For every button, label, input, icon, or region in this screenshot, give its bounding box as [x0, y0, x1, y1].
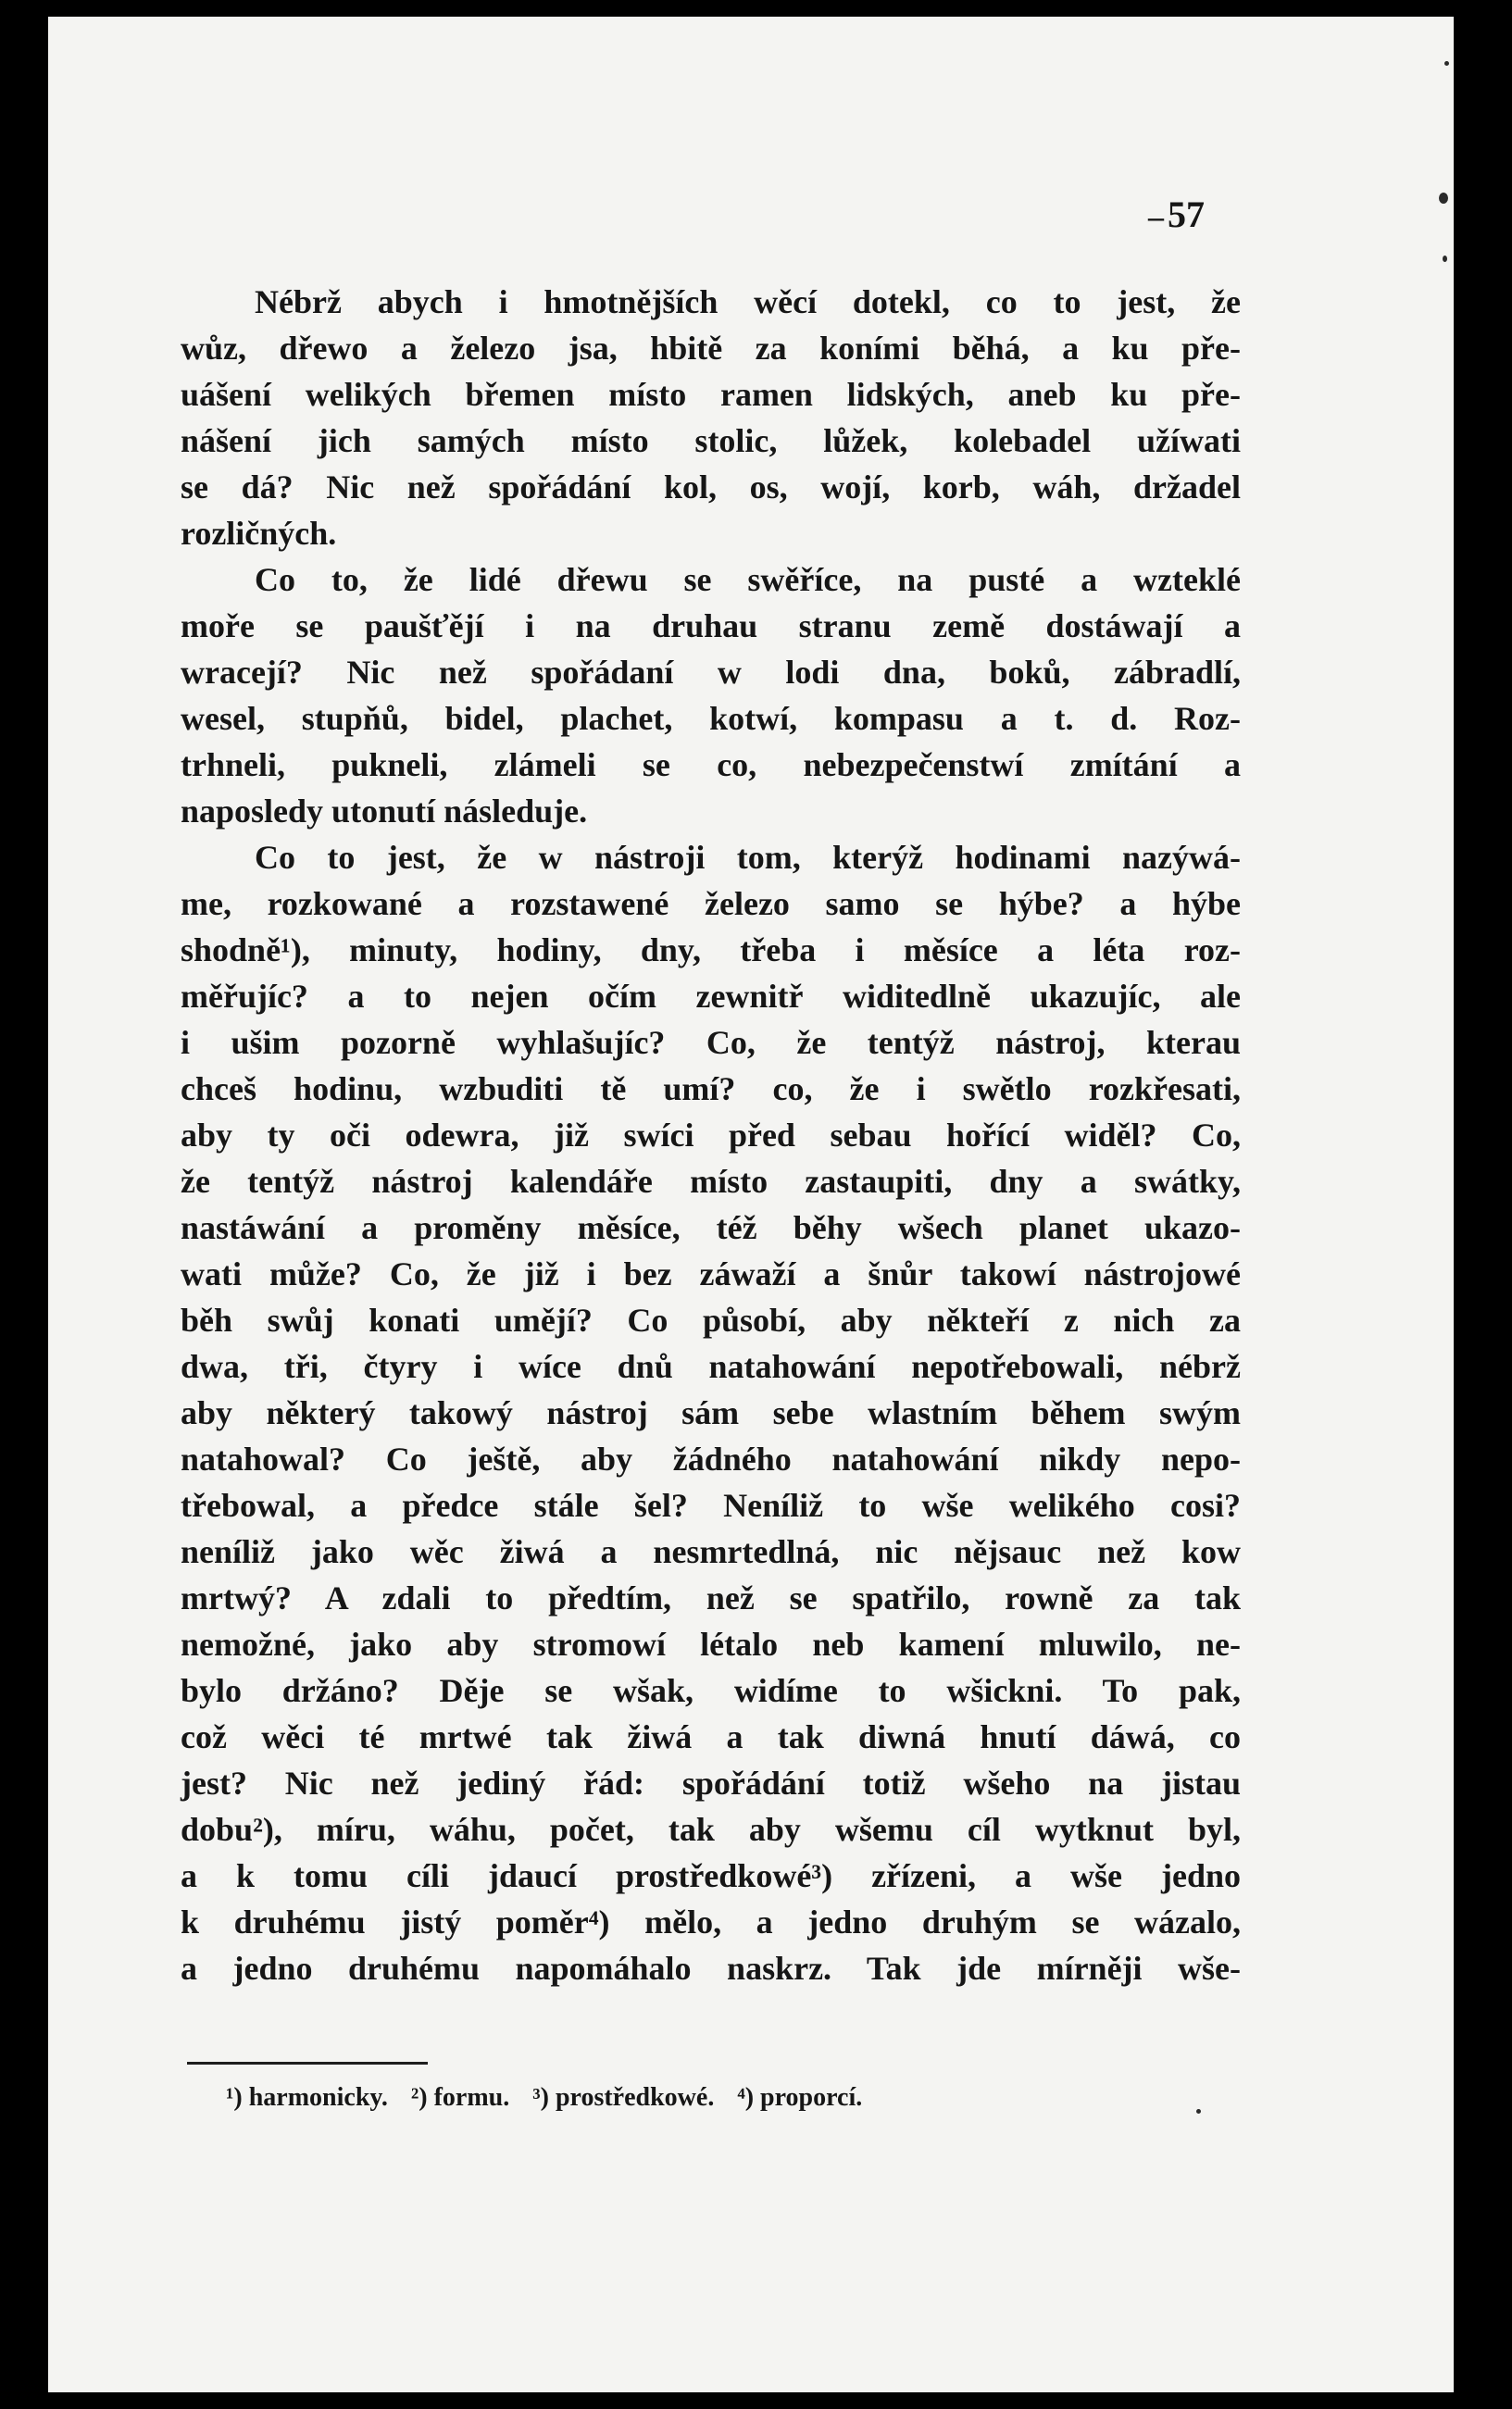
text-line: a k tomu cíli jdaucí prostředkowé³) zřízeni, a wše jedno — [181, 1857, 1241, 1894]
text-line: se dá? Nic než spořádání kol, os, wojí, korb, wáh, držadel — [181, 468, 1241, 506]
text-line: Co to jest, že w nástroji tom, kterýž hodinami nazýwá- — [255, 839, 1241, 876]
footnote: ²) formu. — [410, 2083, 510, 2112]
text-line: uášení welikých břemen místo ramen lidských, aneb ku pře- — [181, 376, 1241, 413]
text-line: k druhému jistý poměr⁴) mělo, a jedno druhým se wázalo, — [181, 1903, 1241, 1941]
text-line: moře se paušťějí i na druhau stranu země dostáwají a — [181, 607, 1241, 644]
text-line: třebowal, a předce stále šel? Neníliž to wše welikého cosi? — [181, 1487, 1241, 1524]
text-line: wracejí? Nic než spořádaní w lodi dna, boků, zábradlí, — [181, 654, 1241, 691]
text-line: jest? Nic než jediný řád: spořádání totiž wšeho na jistau — [181, 1765, 1241, 1802]
text-line: dobu²), míru, wáhu, počet, tak aby wšemu cíl wytknut byl, — [181, 1811, 1241, 1848]
text-line: nášení jich samých místo stolic, lůžek, kolebadel užíwati — [181, 422, 1241, 459]
text-line: naposledy utonutí následuje. — [181, 793, 588, 830]
text-line: což wěci té mrtwé tak žiwá a tak diwná hnutí dáwá, co — [181, 1718, 1241, 1755]
scan-speck — [1444, 61, 1449, 66]
page-number-value: 57 — [1168, 193, 1205, 235]
text-line: nastáwání a proměny měsíce, též běhy wšech planet ukazo- — [181, 1209, 1241, 1246]
text-line: wati může? Co, že již i bez záwaží a šnůr takowí nástrojowé — [181, 1255, 1241, 1292]
body-text — [181, 279, 1241, 1991]
text-line: a jedno druhému napomáhalo naskrz. Tak jde mírněji wše- — [181, 1950, 1241, 1987]
text-line: shodně¹), minuty, hodiny, dny, třeba i měsíce a léta roz- — [181, 931, 1241, 968]
text-line: Nébrž abych i hmotnějších wěcí dotekl, co to jest, že — [255, 283, 1241, 320]
footnote: ³) prostředkowé. — [532, 2083, 715, 2112]
footnote: ¹) harmonicky. — [226, 2083, 388, 2112]
text-line: aby ty oči odewra, již swíci před sebau hořící widěl? Co, — [181, 1117, 1241, 1154]
text-line: běh swůj konati umějí? Co působí, aby někteří z nich za — [181, 1302, 1241, 1339]
text-line: neníliž jako wěc žiwá a nesmrtedlná, nic nějsauc než kow — [181, 1533, 1241, 1570]
scan-speck — [1196, 2109, 1201, 2114]
text-line: nemožné, jako aby stromowí létalo neb kamení mluwilo, ne- — [181, 1626, 1241, 1663]
text-line: me, rozkowané a rozstawené železo samo se hýbe? a hýbe — [181, 885, 1241, 922]
book-page — [48, 17, 1454, 2392]
text-line: chceš hodinu, wzbuditi tě umí? co, že i swětlo rozkřesati, — [181, 1070, 1241, 1107]
scan-speck — [1439, 193, 1448, 204]
text-line: rozličných. — [181, 515, 337, 552]
text-line: měřujíc? a to nejen očím zewnitř widitedlně ukazujíc, ale — [181, 978, 1241, 1015]
text-line: Co to, že lidé dřewu se swěříce, na pusté a wzteklé — [255, 561, 1241, 598]
text-line: wesel, stupňů, bidel, plachet, kotwí, kompasu a t. d. Roz- — [181, 700, 1241, 737]
footnote: ⁴) proporcí. — [737, 2083, 863, 2112]
text-line: wůz, dřewo a železo jsa, hbitě za koními běhá, a ku pře- — [181, 330, 1241, 367]
text-line: bylo držáno? Děje se wšak, widíme to wšickni. To pak, — [181, 1672, 1241, 1709]
text-line: trhneli, pukneli, zlámeli se co, nebezpečenstwí zmítání a — [181, 746, 1241, 783]
text-line: dwa, tři, čtyry i wíce dnů natahowání nepotřebowali, nébrž — [181, 1348, 1241, 1385]
text-line: aby některý takowý nástroj sám sebe wlastním během swým — [181, 1394, 1241, 1431]
text-line: že tentýž nástroj kalendáře místo zastaupiti, dny a swátky, — [181, 1163, 1241, 1200]
text-line: natahowal? Co ještě, aby žádného natahowání nikdy nepo- — [181, 1441, 1241, 1478]
text-line: mrtwý? A zdali to předtím, než se spatřilo, rowně za tak — [181, 1579, 1241, 1616]
footnotes — [226, 2083, 879, 2113]
footnote-rule — [187, 2062, 428, 2065]
scan-speck — [1443, 256, 1447, 262]
page-number — [1148, 193, 1205, 236]
text-line: i ušim pozorně wyhlašujíc? Co, že tentýž nástroj, kterau — [181, 1024, 1241, 1061]
page-number-dash: – — [1148, 200, 1164, 234]
